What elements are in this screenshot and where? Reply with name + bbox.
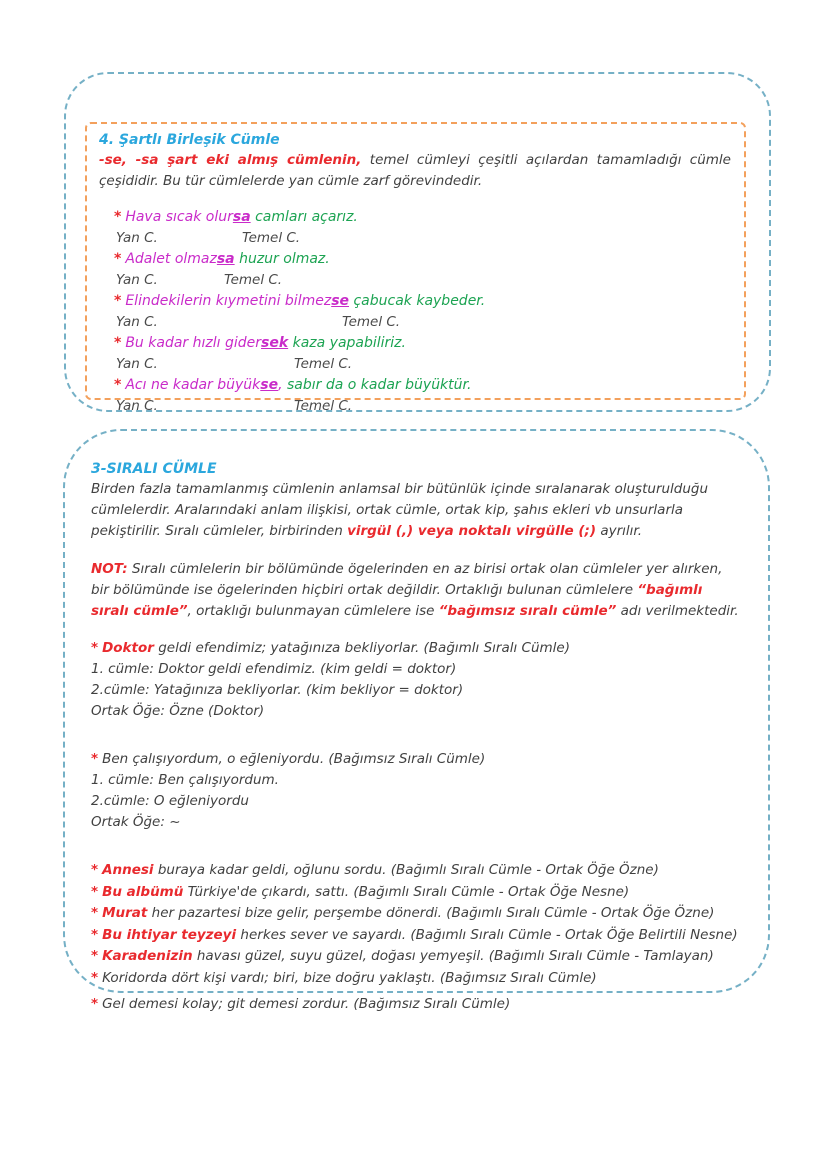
temel-clause: sabır da o kadar büyüktür. xyxy=(282,377,472,393)
highlight-word: Annesi xyxy=(102,862,154,878)
temel-clause: çabucak kaybeder. xyxy=(349,293,486,309)
asterisk-bullet: * xyxy=(114,251,122,267)
examples-list xyxy=(99,207,731,417)
sartli-birlesik-cumle-box xyxy=(85,122,746,414)
list-item xyxy=(91,903,742,925)
yan-label: Yan C. xyxy=(116,230,158,246)
yan-label: Yan C. xyxy=(116,272,158,288)
highlight-word: Bu ihtiyar teyzeyi xyxy=(102,926,237,943)
sentence-rest: Koridorda dört kişi vardı; biri, bize doğru yaklaştı. (Bağımsız Sıralı Cümle) xyxy=(102,969,597,986)
sentence-rest: geldi efendimiz; yatağınıza bekliyorlar. (Bağımlı Sıralı Cümle) xyxy=(153,640,570,656)
sentence-rest: herkes sever ve sayardı. (Bağımlı Sıralı Cümle - Ortak Öğe Belirtili Nesne) xyxy=(236,926,738,943)
intro-highlight: -se, -sa şart eki almış cümlenin, xyxy=(99,152,362,168)
asterisk-bullet: * xyxy=(91,926,99,943)
yan-clause: Elindekilerin kıymetini bilmez xyxy=(125,293,332,309)
yan-clause: Adalet olmaz xyxy=(125,251,217,267)
not-text: Sıralı cümlelerin bir bölümünde ögelerinden en az birisi ortak olan cümleler yer alırken, bir bölümünde ise ögelerinden hiçbiri ortak değildir. Ortaklığı bulunan cümlelere xyxy=(91,561,723,598)
sentence-rest: her pazartesi bize gelir, perşembe dönerdi. (Bağımlı Sıralı Cümle - Ortak Öğe Özne) xyxy=(147,905,715,921)
asterisk-bullet: * xyxy=(91,969,99,986)
analysis-sentence xyxy=(91,638,742,659)
analysis-block-ben xyxy=(91,749,742,833)
spacer xyxy=(91,542,742,559)
highlight-word: Bu albümü xyxy=(102,883,184,900)
yan-clause: Acı ne kadar büyük xyxy=(125,377,261,393)
example-list xyxy=(91,860,742,1016)
yan-label: Yan C. xyxy=(116,356,158,372)
spacer xyxy=(91,833,742,860)
analysis-line: 1. cümle: Doktor geldi efendimiz. (kim geldi = doktor) xyxy=(91,661,457,677)
sentence-rest: buraya kadar geldi, oğlunu sordu. (Bağımlı Sıralı Cümle - Ortak Öğe Özne) xyxy=(153,862,659,878)
spacer xyxy=(91,622,742,638)
intro-text: Birden fazla tamamlanmış cümlenin anlamsal bir bütünlük içinde sıralanarak oluşturulduğu cümlelerdir. Aralarındaki anlam ilişkisi, ortak cümle, ortak kip, şahıs ekleri vb unsurlarla pekiştirilir. Sıralı cümleler, birbirinden xyxy=(91,481,709,539)
analysis-line: 1. cümle: Ben çalışıyordum. xyxy=(91,772,279,788)
list-item xyxy=(91,925,742,947)
intro-rest: temel cümleyi çeşitli açılardan tamamladığı cümle çeşididir. Bu tür cümlelerde yan cümle zarf görevindedir. xyxy=(99,152,731,189)
temel-label: Temel C. xyxy=(342,314,401,330)
sentence-rest: Gel demesi kolay; git demesi zordur. (Bağımsız Sıralı Cümle) xyxy=(102,996,511,1012)
yan-label: Yan C. xyxy=(116,314,158,330)
sart-suffix: sa xyxy=(216,251,235,267)
list-item xyxy=(91,946,742,968)
not-text-end: adı verilmektedir. xyxy=(616,603,739,619)
asterisk-bullet: * xyxy=(114,377,122,393)
section-title-sartli: 4. Şartlı Birleşik Cümle xyxy=(99,132,280,148)
clause-labels xyxy=(116,354,731,375)
analysis-line: 2.cümle: Yatağınıza bekliyorlar. (kim bekliyor = doktor) xyxy=(91,682,464,698)
sart-suffix: sa xyxy=(232,209,251,225)
section-title-sirali: 3-SIRALI CÜMLE xyxy=(91,461,217,477)
asterisk-bullet: * xyxy=(91,883,99,900)
clause-labels xyxy=(116,270,731,291)
yan-clause: Bu kadar hızlı gider xyxy=(125,335,261,351)
yan-label: Yan C. xyxy=(116,398,158,414)
sart-suffix: se xyxy=(331,293,350,309)
asterisk-bullet: * xyxy=(91,751,99,767)
highlight-word: Murat xyxy=(102,905,148,921)
temel-label: Temel C. xyxy=(294,398,353,414)
yan-clause: Hava sıcak olur xyxy=(125,209,233,225)
intro-text-end: ayrılır. xyxy=(596,523,643,539)
sirali-cumle-box xyxy=(63,429,770,1012)
sirali-intro-paragraph xyxy=(91,479,742,542)
sart-suffix: se xyxy=(260,377,279,393)
not-text-mid: , ortaklığı bulunmayan cümlelere ise xyxy=(187,603,439,619)
temel-label: Temel C. xyxy=(242,230,301,246)
not-paragraph xyxy=(91,559,742,622)
intro-highlight: virgül (,) veya noktalı virgülle (;) xyxy=(347,523,597,539)
clause-labels xyxy=(116,312,731,333)
analysis-sentence xyxy=(91,749,742,770)
temel-clause: huzur olmaz. xyxy=(234,251,330,267)
sentence-rest: Türkiye'de çıkardı, sattı. (Bağımlı Sıralı Cümle - Ortak Öğe Nesne) xyxy=(183,883,630,900)
clause-labels xyxy=(116,396,731,417)
not-label: NOT: xyxy=(91,561,128,577)
list-item xyxy=(91,882,742,904)
spacer xyxy=(91,722,742,749)
example-sentence xyxy=(114,291,731,312)
sentence-rest: havası güzel, suyu güzel, doğası yemyeşil. (Bağımlı Sıralı Cümle - Tamlayan) xyxy=(192,948,714,964)
temel-clause: kaza yapabiliriz. xyxy=(288,335,406,351)
clause-labels xyxy=(116,228,731,249)
temel-clause: camları açarız. xyxy=(250,209,358,225)
example-sentence xyxy=(114,375,731,396)
list-item xyxy=(91,860,742,882)
list-item xyxy=(91,968,742,990)
clause-separator: , xyxy=(278,377,283,393)
sartli-intro-paragraph xyxy=(99,150,731,192)
asterisk-bullet: * xyxy=(91,905,99,921)
asterisk-bullet: * xyxy=(114,293,122,309)
example-sentence xyxy=(114,207,731,228)
analysis-line: Ortak Öğe: ~ xyxy=(91,814,181,830)
highlight-word: Doktor xyxy=(102,640,154,656)
analysis-line: Ortak Öğe: Özne (Doktor) xyxy=(91,703,265,719)
list-item xyxy=(91,994,742,1016)
asterisk-bullet: * xyxy=(91,948,99,964)
asterisk-bullet: * xyxy=(91,862,99,878)
analysis-line: 2.cümle: O eğleniyordu xyxy=(91,793,249,809)
asterisk-bullet: * xyxy=(91,996,99,1012)
asterisk-bullet: * xyxy=(114,335,122,351)
analysis-block-doktor xyxy=(91,638,742,722)
bagimsiz-term: “bağımsız sıralı cümle” xyxy=(438,603,617,619)
temel-label: Temel C. xyxy=(224,272,283,288)
temel-label: Temel C. xyxy=(294,356,353,372)
sentence-rest: Ben çalışıyordum, o eğleniyordu. (Bağımsız Sıralı Cümle) xyxy=(102,751,486,767)
asterisk-bullet: * xyxy=(91,640,99,656)
bagimli-term: “bağımlı sıralı cümle” xyxy=(91,582,703,619)
sart-suffix: sek xyxy=(261,335,289,351)
asterisk-bullet: * xyxy=(114,209,122,225)
example-sentence xyxy=(114,249,731,270)
example-sentence xyxy=(114,333,731,354)
highlight-word: Karadenizin xyxy=(102,948,193,964)
